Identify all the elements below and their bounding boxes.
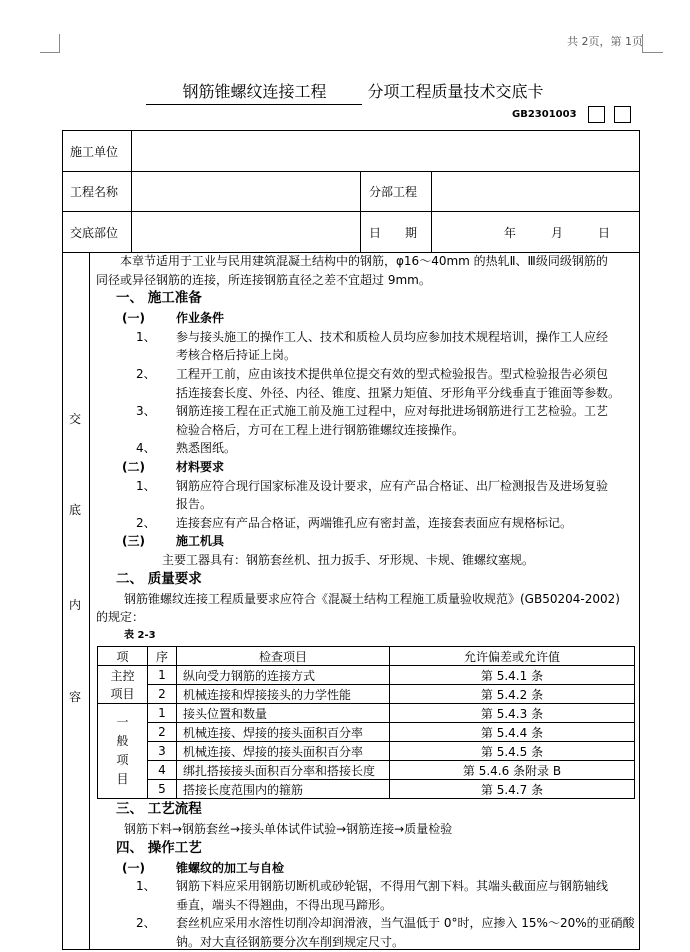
subsection-1-2-title: 材料要求 (176, 459, 225, 474)
table-header-cell: 项 (98, 647, 148, 666)
page-number: 共 2页，第 1页 (567, 35, 643, 48)
group-main-control (98, 666, 148, 704)
side-label-1: 交 (69, 412, 82, 426)
item-line: 连接套应有产品合格证，两端锥孔应有密封盖，连接套表面应有规格标记。 (176, 515, 573, 530)
label-year: 年 (504, 226, 517, 240)
table-cell-seq: 2 (148, 723, 177, 742)
table-row (98, 704, 635, 723)
table-cell-value: 第 5.4.2 条 (390, 685, 635, 704)
document-code: GB2301003 (512, 109, 577, 120)
table-header-cell: 允许偏差或允许值 (390, 647, 635, 666)
side-label-4: 容 (69, 690, 82, 704)
checkbox-1[interactable] (588, 106, 605, 123)
table-cell-value: 第 5.4.4 条 (390, 723, 635, 742)
item-number: 4、 (136, 441, 156, 456)
table-caption: 表 2-3 (124, 629, 156, 641)
crop-mark-top-left (40, 34, 60, 53)
title-underline-gap (332, 86, 362, 105)
rule-row-1 (62, 171, 640, 172)
table-cell-item: 搭接长度范围内的箍筋 (177, 780, 390, 799)
table-cell-item: 机械连接和焊接接头的力学性能 (177, 685, 390, 704)
process-flow: 钢筋下料→钢筋套丝→接头单体试件试验→钢筋连接→质量检验 (124, 822, 453, 836)
label-sub-project: 分部工程 (369, 185, 418, 199)
subsection-1-3-number: (三) (122, 534, 145, 549)
table-cell-seq: 2 (148, 685, 177, 704)
group-main-control-label: 主控项目 (110, 668, 135, 701)
table-row (98, 742, 635, 761)
label-construction-unit: 施工单位 (70, 145, 119, 159)
intro-line-2: 同径或异径钢筋的连接，所连接钢筋直径之差不宜超过 9mm。 (96, 272, 431, 287)
label-date: 日 期 (369, 226, 418, 240)
table-cell-value: 第 5.4.6 条附录 B (390, 761, 635, 780)
crop-mark-top-right (642, 34, 663, 53)
tools-line: 主要工器具有：钢筋套丝机、扭力扳手、牙形规、卡规、锥螺纹塞规。 (162, 552, 535, 567)
table-cell-value: 第 5.4.1 条 (390, 666, 635, 685)
document-title (0, 79, 690, 105)
item-line: 钢筋应符合现行国家标准及设计要求，应有产品合格证、出厂检测报告及进场复验 (176, 478, 609, 493)
subsection-1-3-title: 施工机具 (176, 534, 225, 549)
quality-check-table (97, 646, 635, 799)
table-row (98, 685, 635, 704)
table-cell-seq: 1 (148, 666, 177, 685)
table-cell-seq: 3 (148, 742, 177, 761)
item-line: 垂直，端头不得翘曲，不得出现马蹄形。 (176, 897, 393, 912)
subsection-4-1-title: 锥螺纹的加工与自检 (176, 860, 285, 875)
title-suffix: 分项工程质量技术交底卡 (367, 82, 544, 101)
section-3-title: 三、 工艺流程 (116, 801, 202, 817)
table-cell-seq: 5 (148, 780, 177, 799)
table-cell-item: 机械连接、焊接的接头面积百分率 (177, 723, 390, 742)
item-line: 套丝机应采用水溶性切削冷却润滑液，当气温低于 0°时，应掺入 15%～20%的亚硝酸 (176, 916, 635, 931)
subsection-1-1-number: (一) (122, 311, 145, 326)
table-cell-value: 第 5.4.3 条 (390, 704, 635, 723)
table-row (98, 761, 635, 780)
table-cell-value: 第 5.4.7 条 (390, 780, 635, 799)
item-number: 1、 (136, 478, 156, 493)
table-cell-item: 机械连接、焊接的接头面积百分率 (177, 742, 390, 761)
handover-content-continued (96, 800, 636, 952)
item-number: 1、 (136, 329, 156, 344)
rule-col-mid (360, 171, 361, 252)
table-header-cell: 检查项目 (177, 647, 390, 666)
item-line: 括连接套长度、外径、内径、锥度、扭紧力矩值、牙形角平分线垂直于锥面等参数。 (176, 385, 621, 400)
title-project: 钢筋锥螺纹连接工程 (146, 79, 332, 105)
item-line: 考核合格后持证上岗。 (176, 348, 297, 363)
table-cell-value: 第 5.4.5 条 (390, 742, 635, 761)
rule-col-side (89, 252, 90, 950)
item-number: 2、 (136, 916, 156, 931)
item-number: 1、 (136, 879, 156, 894)
item-number: 2、 (136, 366, 156, 381)
side-label-2: 底 (69, 503, 82, 517)
table-cell-item: 绑扎搭接接头面积百分率和搭接长度 (177, 761, 390, 780)
table-cell-item: 纵向受力钢筋的连接方式 (177, 666, 390, 685)
subsection-1-1-title: 作业条件 (176, 311, 225, 326)
label-month: 月 (551, 226, 564, 240)
item-line: 钢筋连接工程在正式施工前及施工过程中，应对每批进场钢筋进行工艺检验。工艺 (176, 404, 609, 419)
table-header-cell: 序 (148, 647, 177, 666)
subsection-1-2-number: (二) (122, 459, 145, 474)
handover-content (96, 252, 636, 644)
quality-line-2: 的规定： (96, 610, 145, 625)
section-2-title: 二、 质量要求 (116, 570, 202, 587)
table-cell-item: 接头位置和数量 (177, 704, 390, 723)
item-line: 工程开工前，应由该技术提供单位提交有效的型式检验报告。型式检验报告必须包 (176, 366, 609, 381)
table-row (98, 666, 635, 685)
rule-row-2 (62, 211, 640, 212)
item-line: 报告。 (176, 497, 213, 512)
label-day: 日 (598, 226, 611, 240)
item-number: 2、 (136, 515, 156, 530)
section-1-title: 一、 施工准备 (116, 290, 202, 307)
item-line: 钠。对大直径钢筋要分次车削到规定尺寸。 (176, 934, 405, 949)
checkbox-2[interactable] (614, 106, 631, 123)
quality-line-1: 钢筋锥螺纹连接工程质量要求应符合《混凝土结构工程施工质量验收规范》(GB50204-2002) (124, 591, 620, 606)
item-number: 3、 (136, 404, 156, 419)
table-header-row (98, 647, 635, 666)
subsection-4-1-number: (一) (122, 860, 145, 875)
item-line: 参与接头施工的操作工人、技术和质检人员均应参加技术规程培训，操作工人应经 (176, 329, 609, 344)
item-line: 钢筋下料应采用钢筋切断机或砂轮锯，不得用气割下料。其端头截面应与钢筋轴线 (176, 879, 609, 894)
item-line: 检验合格后，方可在工程上进行钢筋锥螺纹连接操作。 (176, 422, 465, 437)
table-cell-seq: 4 (148, 761, 177, 780)
group-general-label: 一般项目 (116, 715, 129, 786)
item-line: 熟悉图纸。 (176, 441, 237, 456)
table-row (98, 723, 635, 742)
group-general (98, 704, 148, 799)
intro-line-1: 本章节适用于工业与民用建筑混凝土结构中的钢筋，φ16～40mm 的热轧Ⅱ、Ⅲ级同级钢筋的 (120, 254, 608, 268)
table-cell-seq: 1 (148, 704, 177, 723)
rule-col-mid-right (431, 171, 432, 252)
table-row (98, 780, 635, 799)
section-4-title: 四、 操作工艺 (116, 839, 202, 856)
label-handover-location: 交底部位 (70, 226, 119, 240)
label-project-name: 工程名称 (70, 185, 119, 199)
side-label-3: 内 (69, 598, 82, 612)
rule-col-label (131, 130, 132, 252)
